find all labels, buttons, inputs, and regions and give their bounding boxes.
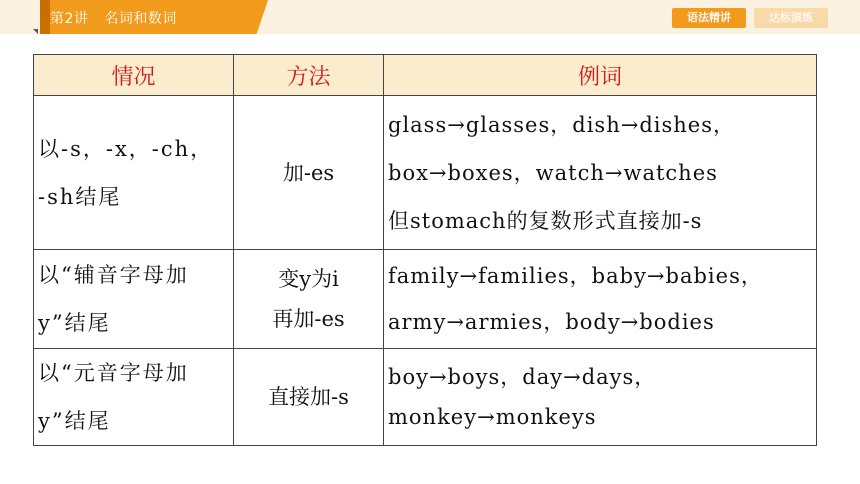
method-cell bbox=[234, 250, 384, 349]
chapter-title: 名词和数词 bbox=[104, 11, 177, 27]
example-line: boy→boys，day→days， bbox=[388, 365, 657, 389]
chapter-heading bbox=[50, 8, 177, 28]
chapter-number: 第2讲 bbox=[50, 11, 89, 27]
situation-line: y”结尾 bbox=[38, 311, 111, 335]
header-situation: 情况 bbox=[34, 55, 234, 96]
situation-cell bbox=[34, 96, 234, 250]
table-row bbox=[34, 349, 817, 446]
plural-rules-table bbox=[33, 54, 817, 446]
example-line: family→families，baby→babies， bbox=[388, 264, 763, 288]
table-row bbox=[34, 250, 817, 349]
header-examples: 例词 bbox=[384, 55, 817, 96]
example-line: 但stomach的复数形式直接加-s bbox=[388, 208, 703, 233]
header-method: 方法 bbox=[234, 55, 384, 96]
examples-cell bbox=[384, 250, 817, 349]
situation-line: -sh结尾 bbox=[38, 184, 122, 209]
examples-cell bbox=[384, 349, 817, 446]
method-line: 再加-es bbox=[272, 307, 345, 331]
situation-line: 以-s，-x，-ch， bbox=[38, 136, 214, 161]
table-row bbox=[34, 96, 817, 250]
situation-line: 以“元音字母加 bbox=[38, 361, 189, 385]
examples-cell bbox=[384, 96, 817, 250]
example-line: glass→glasses，dish→dishes， bbox=[388, 112, 735, 137]
method-line: 加-es bbox=[282, 160, 335, 185]
example-line: box→boxes，watch→watches bbox=[388, 160, 718, 185]
situation-line: y”结尾 bbox=[38, 409, 111, 433]
method-cell bbox=[234, 349, 384, 446]
method-line: 直接加-s bbox=[268, 385, 349, 409]
example-line: army→armies，body→bodies bbox=[388, 310, 715, 334]
situation-cell bbox=[34, 250, 234, 349]
corner-mark bbox=[33, 29, 38, 34]
method-cell bbox=[234, 96, 384, 250]
table-header-row bbox=[34, 55, 817, 96]
tab-edge bbox=[40, 0, 50, 34]
situation-line: 以“辅音字母加 bbox=[38, 263, 189, 287]
situation-cell bbox=[34, 349, 234, 446]
nav-grammar-button[interactable]: 语法精讲 bbox=[672, 8, 746, 28]
nav-practice-button[interactable]: 达标演练 bbox=[754, 8, 828, 28]
example-line: monkey→monkeys bbox=[388, 405, 597, 429]
method-line: 变y为i bbox=[278, 267, 339, 291]
